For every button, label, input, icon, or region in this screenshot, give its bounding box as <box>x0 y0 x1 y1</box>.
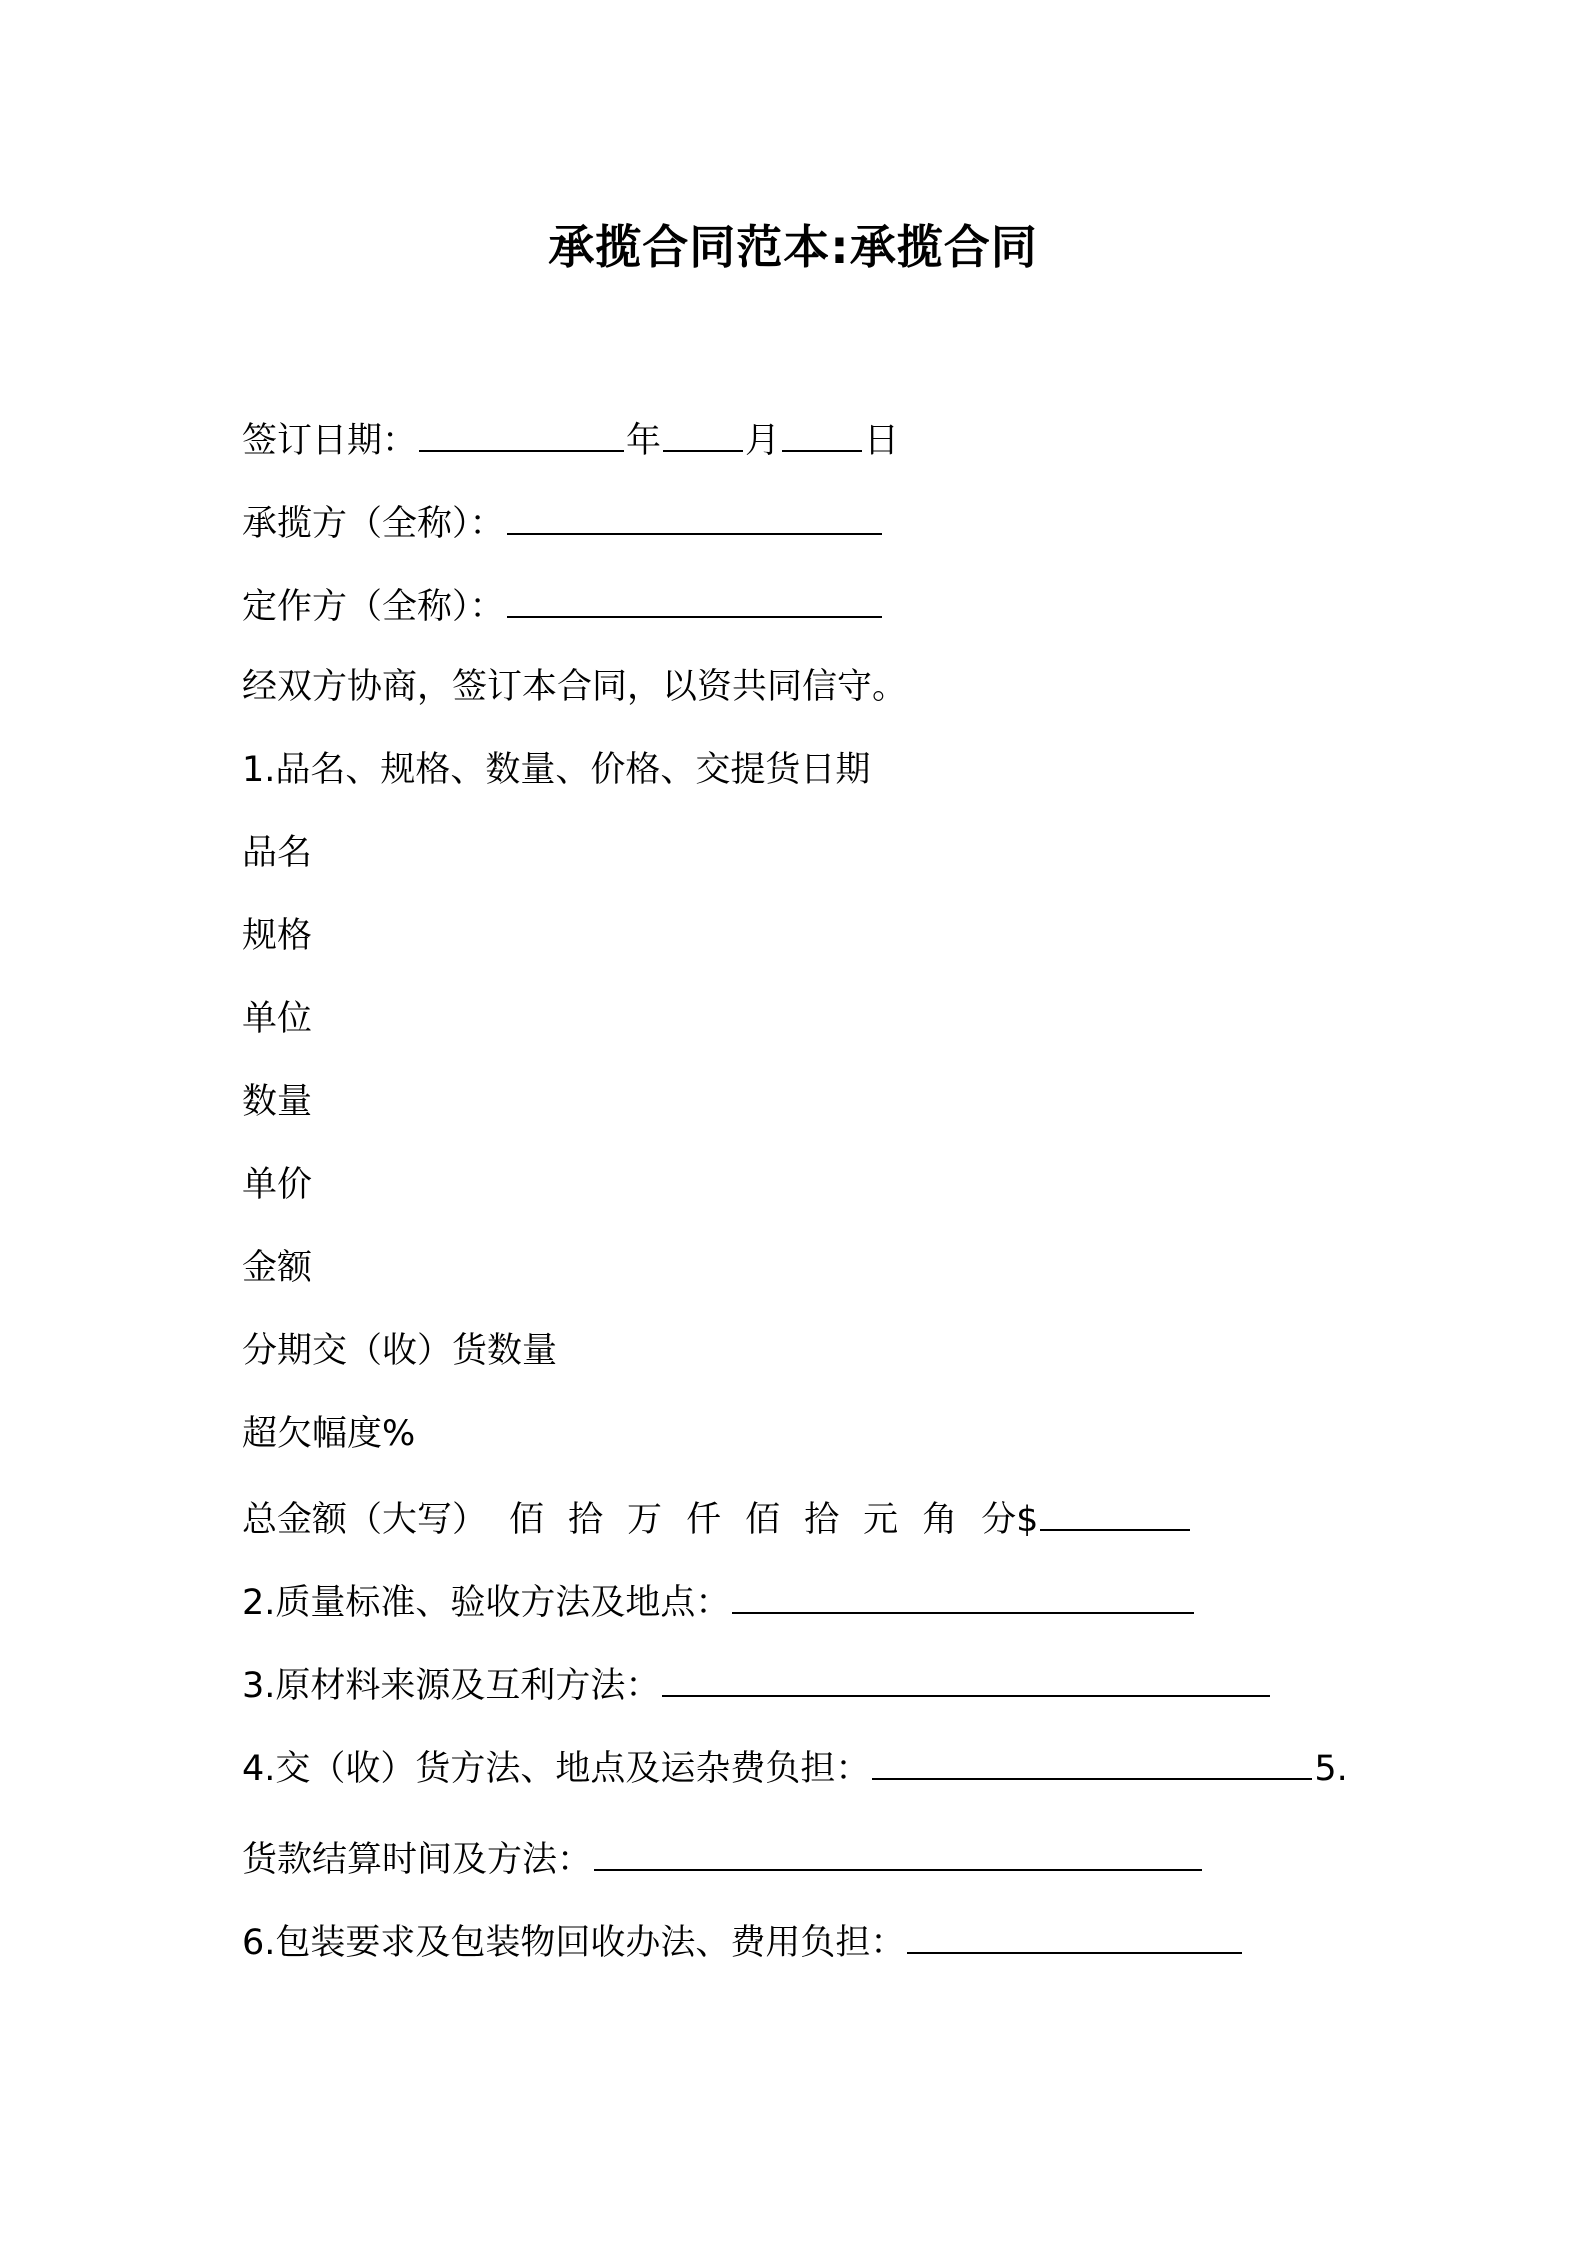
unit-jiao: 角 <box>922 1500 958 1540</box>
month-label: 月 <box>745 421 781 461</box>
field-tolerance: 超欠幅度% <box>242 1414 416 1454</box>
currency-symbol: $ <box>1016 1500 1039 1540</box>
item4-label: 4.交（收）货方法、地点及运杂费负担： <box>242 1749 871 1789</box>
item5-blank[interactable] <box>594 1829 1202 1871</box>
unit-qian: 仟 <box>686 1500 722 1540</box>
document-title: 承揽合同范本:承揽合同 <box>548 220 1038 274</box>
day-blank[interactable] <box>782 410 862 452</box>
unit-yuan: 元 <box>863 1500 899 1540</box>
item3-label: 3.原材料来源及互利方法： <box>242 1666 661 1706</box>
item3-line <box>242 1655 1422 1711</box>
item1-heading: 1.品名、规格、数量、价格、交提货日期 <box>242 750 871 790</box>
item5-label: 货款结算时间及方法： <box>242 1840 593 1880</box>
item6-blank[interactable] <box>907 1912 1242 1954</box>
item2-line <box>242 1572 1422 1628</box>
field-installment-quantity: 分期交（收）货数量 <box>242 1331 558 1371</box>
orderer-blank[interactable] <box>507 576 882 618</box>
item4-tail: 5. <box>1314 1749 1348 1789</box>
orderer-line <box>242 576 1422 632</box>
orderer-label: 定作方（全称）： <box>242 587 505 627</box>
item4-line <box>242 1738 1422 1794</box>
field-unit-price: 单价 <box>242 1165 313 1205</box>
item5-line <box>242 1829 1422 1885</box>
contractor-label: 承揽方（全称）： <box>242 504 505 544</box>
contractor-line <box>242 493 1422 549</box>
total-amount-line <box>242 1489 1422 1545</box>
year-blank[interactable] <box>419 410 624 452</box>
unit-wan: 万 <box>627 1500 663 1540</box>
item3-blank[interactable] <box>662 1655 1270 1697</box>
item6-label: 6.包装要求及包装物回收办法、费用负担： <box>242 1923 906 1963</box>
field-specification: 规格 <box>242 916 313 956</box>
total-label: 总金额（大写） <box>242 1500 488 1540</box>
field-product-name: 品名 <box>242 833 313 873</box>
signing-date-label: 签订日期： <box>242 421 418 461</box>
item2-label: 2.质量标准、验收方法及地点： <box>242 1583 731 1623</box>
day-label: 日 <box>864 421 900 461</box>
field-amount: 金额 <box>242 1248 313 1288</box>
year-label: 年 <box>626 421 662 461</box>
item4-blank[interactable] <box>872 1738 1312 1780</box>
contractor-blank[interactable] <box>507 493 882 535</box>
intro-paragraph: 经双方协商，签订本合同，以资共同信守。 <box>242 667 908 707</box>
unit-fen: 分 <box>981 1500 1017 1540</box>
unit-bai-2: 佰 <box>745 1500 781 1540</box>
field-quantity: 数量 <box>242 1082 313 1122</box>
month-blank[interactable] <box>663 410 743 452</box>
field-unit: 单位 <box>242 999 313 1039</box>
signing-date-line <box>242 410 1422 466</box>
unit-shi: 拾 <box>568 1500 604 1540</box>
unit-bai: 佰 <box>509 1500 545 1540</box>
total-amount-blank[interactable] <box>1040 1489 1190 1531</box>
item6-line <box>242 1912 1422 1968</box>
item2-blank[interactable] <box>732 1572 1194 1614</box>
unit-shi-2: 拾 <box>804 1500 840 1540</box>
